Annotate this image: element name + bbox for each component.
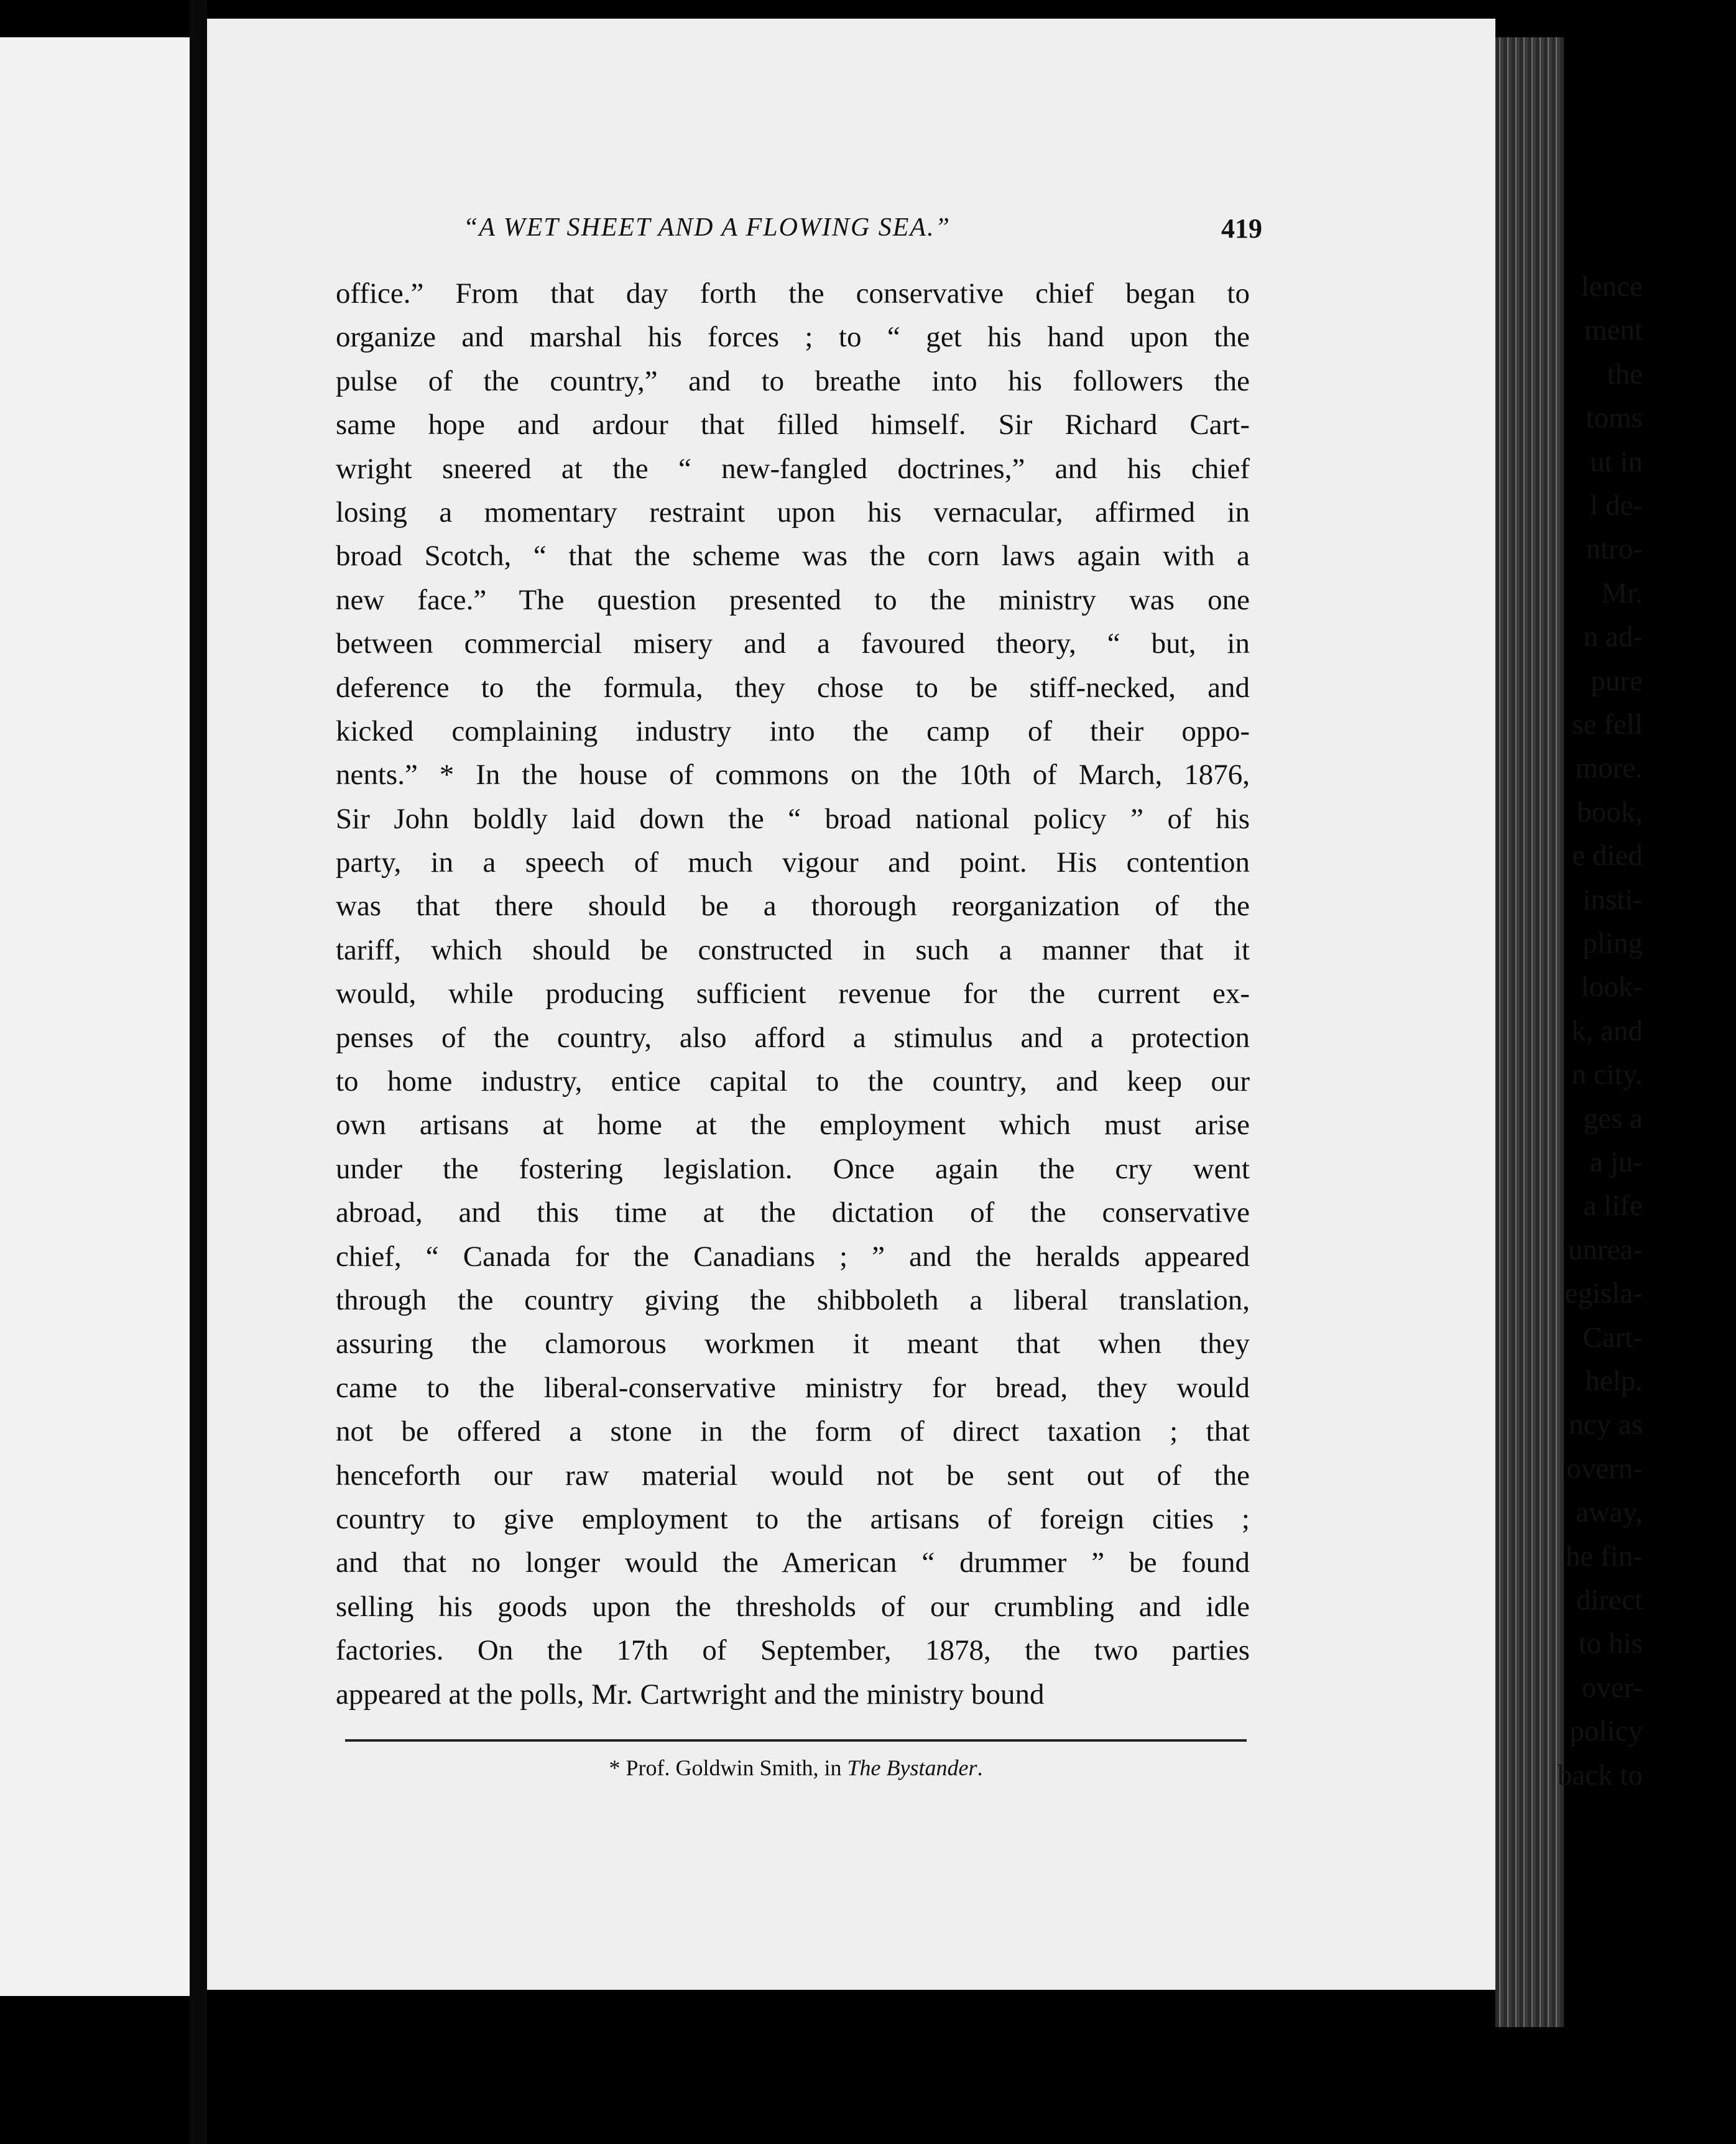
text-line: not be offered a stone in the form of direct taxation ; that (336, 1415, 1250, 1448)
facing-page-line: ment (1584, 314, 1643, 347)
text-line: came to the liberal-conservative ministry for bread, they would (336, 1371, 1250, 1404)
facing-page-line: se fell (1572, 708, 1643, 741)
facing-page-line: n city. (1571, 1058, 1643, 1091)
text-line: Sir John boldly laid down the “ broad national policy ” of his (336, 802, 1250, 835)
footnote-end: . (977, 1755, 983, 1780)
text-line: kicked complaining industry into the camp of their oppo- (336, 714, 1250, 747)
text-line: appeared at the polls, Mr. Cartwright and the ministry bound (336, 1678, 1045, 1711)
text-line: would, while producing sufficient revenue for the current ex- (336, 977, 1250, 1010)
footnote (345, 1755, 1247, 1781)
facing-page-line: Mr. (1601, 576, 1643, 609)
facing-page-line: pure (1591, 664, 1643, 697)
text-line: pulse of the country,” and to breathe into his followers the (336, 364, 1250, 397)
facing-page-line: direct (1576, 1584, 1643, 1616)
facing-page-line: pling (1582, 927, 1643, 959)
text-line: country to give employment to the artisans of foreign cities ; (336, 1502, 1250, 1535)
text-line: same hope and ardour that filled himself. Sir Richard Cart- (336, 409, 1250, 441)
facing-page-line: ntro- (1586, 533, 1643, 566)
facing-page-line: toms (1586, 402, 1643, 435)
text-line: penses of the country, also afford a stimulus and a protection (336, 1021, 1250, 1054)
facing-page-line: policy (1569, 1715, 1643, 1748)
text-line: organize and marshal his forces ; to “ get his hand upon the (336, 321, 1250, 354)
text-line: party, in a speech of much vigour and point. His contention (336, 846, 1250, 879)
facing-page-line: unrea- (1567, 1233, 1643, 1266)
facing-page-line: help. (1585, 1365, 1643, 1397)
text-line: new face.” The question presented to the ministry was one (336, 583, 1250, 616)
text-line: broad Scotch, “ that the scheme was the corn laws again with a (336, 540, 1250, 573)
facing-page-line: l de- (1590, 489, 1643, 522)
text-line: selling his goods upon the thresholds of our crumbling and idle (336, 1590, 1250, 1623)
facing-page-line: he fin- (1566, 1540, 1643, 1573)
text-line: was that there should be a thorough reorganization of the (336, 890, 1250, 923)
facing-page-line: n ad- (1583, 621, 1643, 654)
text-line: and that no longer would the American “ drummer ” be found (336, 1546, 1250, 1579)
body-text (336, 272, 1250, 1716)
facing-page-line: to his (1578, 1627, 1643, 1660)
text-line: own artisans at home at the employment which must arise (336, 1109, 1250, 1142)
facing-page-line: ut in (1590, 445, 1643, 478)
text-line: assuring the clamorous workmen it meant that when they (336, 1328, 1250, 1361)
text-line: losing a momentary restraint upon his vernacular, affirmed in (336, 496, 1250, 529)
facing-page-line: ges a (1583, 1102, 1643, 1135)
facing-page-line: overn- (1566, 1452, 1643, 1485)
facing-page-line: egisla- (1564, 1277, 1643, 1310)
text-line: nents.” * In the house of commons on the 10th of March, 1876, (336, 759, 1250, 792)
footnote-text: * Prof. Goldwin Smith, in (609, 1755, 847, 1780)
running-title: “A WET SHEET AND A FLOWING SEA.” (463, 213, 951, 242)
text-line: chief, “ Canada for the Canadians ; ” and the heralds appeared (336, 1240, 1250, 1273)
facing-page-line: insti- (1582, 883, 1643, 916)
facing-page-line: the (1607, 358, 1643, 390)
facing-page-line: over- (1581, 1671, 1643, 1704)
text-line: between commercial misery and a favoured theory, “ but, in (336, 627, 1250, 660)
footnote-source-title: The Bystander (847, 1755, 977, 1780)
facing-page-line: back to (1557, 1758, 1643, 1791)
facing-page-line: away, (1576, 1496, 1643, 1529)
page-header (463, 213, 1262, 250)
text-line: to home industry, entice capital to the country, and keep our (336, 1065, 1250, 1098)
facing-page-line: k, and (1571, 1014, 1643, 1047)
text-line: deference to the formula, they chose to be stiff-necked, and (336, 671, 1250, 704)
text-line: tariff, which should be constructed in such a manner that it (336, 933, 1250, 966)
facing-page-line: look- (1581, 971, 1643, 1004)
page-number: 419 (1221, 213, 1262, 244)
facing-page-line: a ju- (1590, 1146, 1643, 1178)
text-line: through the country giving the shibboleth a liberal translation, (336, 1283, 1250, 1316)
text-line: under the fostering legislation. Once again the cry went (336, 1152, 1250, 1185)
facing-page-line: more. (1575, 752, 1643, 785)
text-line: office.” From that day forth the conservative chief began to (336, 277, 1250, 310)
text-line: abroad, and this time at the dictation of the conservative (336, 1196, 1250, 1229)
facing-page-line: a life (1583, 1190, 1643, 1222)
text-line: henceforth our raw material would not be sent out of the (336, 1459, 1250, 1492)
footnote-rule (345, 1739, 1247, 1742)
facing-page-line: e died (1572, 839, 1643, 872)
text-line: factories. On the 17th of September, 1878, the two parties (336, 1634, 1250, 1667)
facing-page-line: ncy as (1569, 1408, 1643, 1441)
text-line: wright sneered at the “ new-fangled doctrines,” and his chief (336, 452, 1250, 485)
facing-page-line: lence (1581, 270, 1643, 303)
facing-page-line: book, (1577, 795, 1643, 828)
facing-page-line: Cart- (1582, 1321, 1643, 1354)
